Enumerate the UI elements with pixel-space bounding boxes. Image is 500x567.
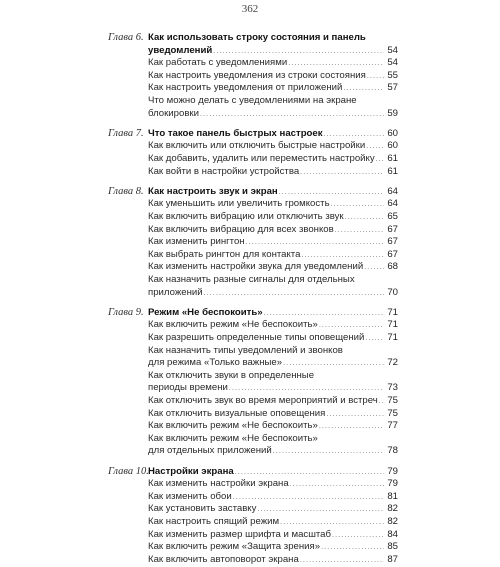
chapter-label: Глава 10. (108, 465, 149, 477)
dot-leader (300, 554, 384, 567)
chapter-label: Глава 9. (108, 306, 144, 318)
entry-text: Как добавить, удалить или переместить настройку (148, 153, 375, 164)
toc-entry (148, 420, 398, 433)
dot-leader (279, 186, 384, 200)
entry-page-number: 71 (387, 306, 398, 318)
entry-page-number: 79 (387, 465, 398, 477)
dot-leader (283, 357, 384, 371)
entry-text: Как установить заставку (148, 503, 257, 515)
chapter-title (148, 307, 398, 320)
dot-leader (379, 395, 384, 409)
toc-entry (148, 211, 398, 224)
toc-entry (148, 516, 398, 529)
entry-text: Как отключить визуальные оповещения (148, 407, 326, 419)
chapter-title (148, 186, 398, 199)
toc-entry (148, 408, 398, 421)
entry-text: Что можно делать с уведомлениями на экране (148, 95, 357, 106)
entry-page-number: 75 (387, 395, 398, 406)
dot-leader (326, 408, 384, 422)
dot-leader (345, 211, 384, 225)
entry-page-number: 81 (387, 490, 398, 502)
dot-leader (364, 261, 384, 275)
entry-text: периоды времени (148, 382, 228, 394)
dot-leader (365, 332, 384, 346)
dot-leader (300, 166, 384, 180)
toc-entry (148, 541, 398, 554)
entry-text: Как изменить настройки экрана (148, 478, 289, 490)
toc-entry (148, 224, 398, 237)
entry-text: Как изменить рингтон (148, 236, 245, 248)
toc-entry (148, 478, 398, 491)
dot-leader (246, 236, 384, 250)
entry-page-number: 87 (387, 553, 398, 565)
entry-page-number: 72 (387, 357, 398, 369)
entry-page-number: 84 (387, 528, 398, 540)
dot-leader (319, 319, 384, 333)
entry-text: Как настроить звук и экран (148, 185, 278, 197)
toc-entry (148, 503, 398, 516)
entry-text: Как настроить уведомления от приложений (148, 82, 343, 94)
entry-page-number: 85 (387, 541, 398, 553)
entry-page-number: 67 (387, 236, 398, 248)
chapter-title (148, 128, 398, 141)
entry-page-number: 55 (387, 69, 398, 81)
dot-leader (331, 198, 384, 212)
entry-text: Как назначить разные сигналы для отдельных (148, 274, 355, 285)
entry-text: Как включить или отключить быстрые настройки (148, 140, 366, 152)
entry-page-number: 71 (387, 332, 398, 343)
entry-page-number: 54 (387, 44, 398, 56)
toc-entry (148, 198, 398, 211)
dot-leader (229, 382, 384, 396)
toc-entry (148, 57, 398, 70)
entry-text: Как настроить спящий режим (148, 516, 280, 527)
toc-entry (148, 433, 398, 458)
entry-page-number: 67 (387, 223, 398, 235)
entry-text: Как включить режим «Не беспокоить» (148, 432, 318, 444)
entry-text: приложений (148, 286, 203, 298)
entry-page-number: 73 (387, 382, 398, 394)
entry-page-number: 61 (387, 153, 398, 164)
entry-text: Как уменьшить или увеличить громкость (148, 198, 330, 210)
dot-leader (335, 224, 384, 238)
toc-entry (148, 249, 398, 262)
dot-leader (264, 307, 384, 321)
dot-leader (376, 153, 384, 167)
toc-entry (148, 554, 398, 567)
entry-text: Как изменить размер шрифта и масштаб (148, 528, 332, 540)
toc-entry (148, 261, 398, 274)
entry-text: Как разрешить определенные типы оповещений (148, 332, 365, 343)
entry-text: уведомлений (148, 44, 213, 56)
entry-page-number: 75 (387, 407, 398, 419)
chapter-label: Глава 8. (108, 185, 144, 197)
entry-page-number: 78 (387, 445, 398, 457)
entry-page-number: 79 (387, 478, 398, 490)
toc-entry (148, 529, 398, 542)
toc-entry (148, 166, 398, 179)
entry-text: Как включить автоповорот экрана (148, 553, 299, 565)
entry-text: Как назначить типы уведомлений и звонков (148, 344, 343, 356)
toc-entry (148, 319, 398, 332)
entry-page-number: 59 (387, 107, 398, 119)
entry-page-number: 70 (387, 286, 398, 298)
chapter-title (148, 466, 398, 479)
toc-entry (148, 395, 398, 408)
entry-text: Режим «Не беспокоить» (148, 306, 263, 318)
dot-leader (332, 529, 384, 543)
entry-text: Как отключить звуки в определенные (148, 369, 315, 381)
dot-leader (366, 140, 384, 154)
entry-page-number: 71 (387, 319, 398, 331)
entry-page-number: 64 (387, 185, 398, 197)
entry-text: Как использовать строку состояния и панель (148, 32, 366, 43)
entry-text: Как работать с уведомлениями (148, 57, 288, 69)
entry-text: Что такое панель быстрых настроек (148, 127, 323, 139)
entry-page-number: 65 (387, 211, 398, 222)
entry-text: Как включить вибрацию или отключить звук (148, 211, 344, 222)
entry-page-number: 54 (387, 57, 398, 69)
dot-leader (324, 128, 384, 142)
entry-page-number: 77 (387, 420, 398, 432)
dot-leader (288, 57, 384, 71)
dot-leader (321, 541, 384, 555)
dot-leader (367, 70, 384, 84)
entry-page-number: 60 (387, 127, 398, 139)
entry-text: Как включить режим «Не беспокоить» (148, 420, 318, 432)
entry-text: Как отключить звук во время мероприятий и встреч (148, 395, 378, 406)
toc-entry (148, 491, 398, 504)
entry-page-number: 60 (387, 140, 398, 152)
dot-leader (301, 249, 384, 263)
dot-leader (273, 445, 384, 459)
entry-text: Настройки экрана (148, 465, 234, 477)
toc-entry (148, 140, 398, 153)
entry-text: Как включить режим «Защита зрения» (148, 541, 321, 553)
entry-page-number: 67 (387, 248, 398, 260)
chapter-label: Глава 7. (108, 127, 144, 139)
toc-entry (148, 345, 398, 370)
dot-leader (235, 466, 384, 480)
entry-text: Как настроить уведомления из строки состояния (148, 69, 366, 81)
toc-entry (148, 153, 398, 166)
dot-leader (200, 108, 384, 122)
entry-page-number: 64 (387, 198, 398, 210)
entry-page-number: 82 (387, 516, 398, 527)
toc-entry (148, 236, 398, 249)
toc-entry (148, 332, 398, 345)
dot-leader (204, 287, 384, 301)
entry-text: для отдельных приложений (148, 445, 272, 457)
dot-leader (280, 516, 384, 530)
entry-text: Как изменить настройки звука для уведомлений (148, 261, 364, 273)
dot-leader (290, 478, 384, 492)
toc-entry (148, 95, 398, 120)
toc-entry (148, 70, 398, 83)
page-number: 362 (241, 3, 259, 15)
entry-text: Как выбрать рингтон для контакта (148, 248, 301, 260)
chapter-title (148, 32, 398, 57)
dot-leader (213, 45, 384, 59)
dot-leader (257, 503, 384, 517)
toc-entry (148, 370, 398, 395)
entry-page-number: 61 (387, 165, 398, 177)
dot-leader (343, 82, 384, 96)
chapter-label: Глава 6. (108, 32, 144, 43)
entry-text: Как включить режим «Не беспокоить» (148, 319, 318, 331)
entry-page-number: 82 (387, 503, 398, 515)
entry-text: Как войти в настройки устройства (148, 165, 300, 177)
entry-text: Как включить вибрацию для всех звонков (148, 223, 334, 235)
dot-leader (233, 491, 384, 505)
entry-page-number: 68 (387, 261, 398, 273)
entry-text: блокировки (148, 107, 199, 119)
toc-entry (148, 82, 398, 95)
entry-text: для режима «Только важные» (148, 357, 283, 369)
entry-text: Как изменить обои (148, 490, 232, 502)
toc-entry (148, 274, 398, 299)
dot-leader (319, 420, 384, 434)
entry-page-number: 57 (387, 82, 398, 94)
